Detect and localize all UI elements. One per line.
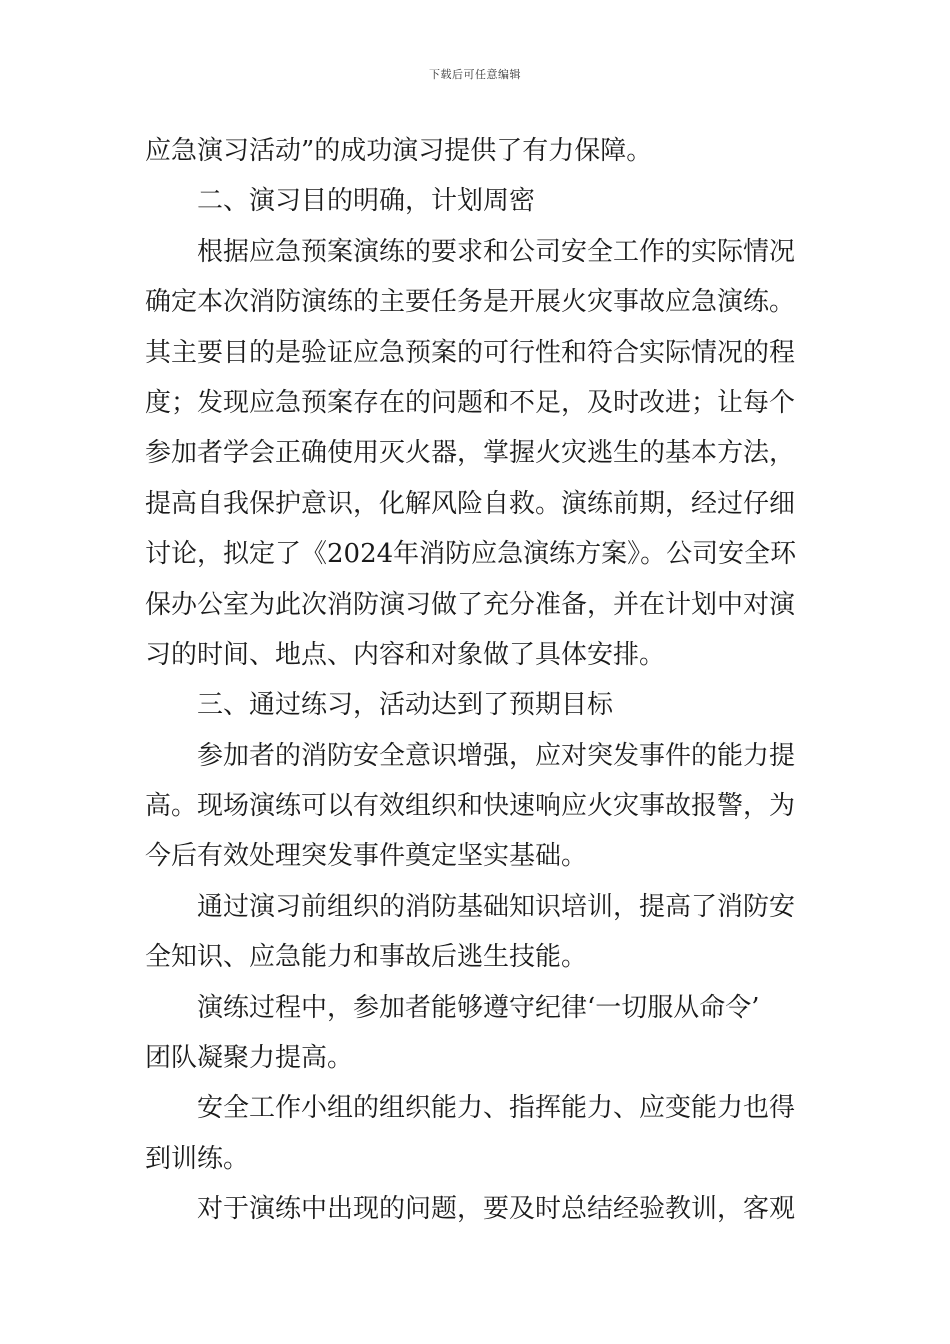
text-line: 根据应急预案演练的要求和公司安全工作的实际情况 [197,236,796,267]
text-line: 应急演习活动”的成功演习提供了有力保障。 [145,136,653,166]
text-line: 提高自我保护意识，化解风险自救。演练前期，经过仔细 [145,488,796,519]
text-line: 演练过程中，参加者能够遵守纪律‘一切服从命令’ [197,992,760,1023]
text-line: 保办公室为此次消防演习做了充分准备，并在计划中对演 [145,589,796,620]
text-line: 到训练。 [145,1143,250,1174]
text-line: 全知识、应急能力和事故后逃生技能。 [145,942,588,973]
header-note: 下载后可任意编辑 [429,68,521,81]
text-line: 讨论，拟定了《2024年消防应急演练方案》。公司安全环 [145,539,797,570]
text-line: 习的时间、地点、内容和对象做了具体安排。 [145,639,666,670]
document-body [145,126,807,1235]
text-line: 其主要目的是验证应急预案的可行性和符合实际情况的程 [145,337,796,368]
text-line: 今后有效处理突发事件奠定坚实基础。 [145,841,588,872]
text-line: 二、演习目的明确，计划周密 [197,186,536,217]
text-line: 团队凝聚力提高。 [145,1043,354,1074]
text-line: 通过演习前组织的消防基础知识培训，提高了消防安 [197,891,796,922]
text-line: 安全工作小组的组织能力、指挥能力、应变能力也得 [197,1093,796,1124]
text-line: 三、通过练习，活动达到了预期目标 [197,690,614,721]
text-line: 对于演练中出现的问题，要及时总结经验教训，客观 [197,1194,796,1225]
text-line: 参加者学会正确使用灭火器，掌握火灾逃生的基本方法， [145,438,796,469]
text-line: 度；发现应急预案存在的问题和不足，及时改进；让每个 [145,387,796,418]
text-line: 参加者的消防安全意识增强，应对突发事件的能力提 [197,740,796,771]
text-line: 确定本次消防演练的主要任务是开展火灾事故应急演练。 [145,287,796,318]
text-line: 高。现场演练可以有效组织和快速响应火灾事故报警，为 [145,791,796,822]
